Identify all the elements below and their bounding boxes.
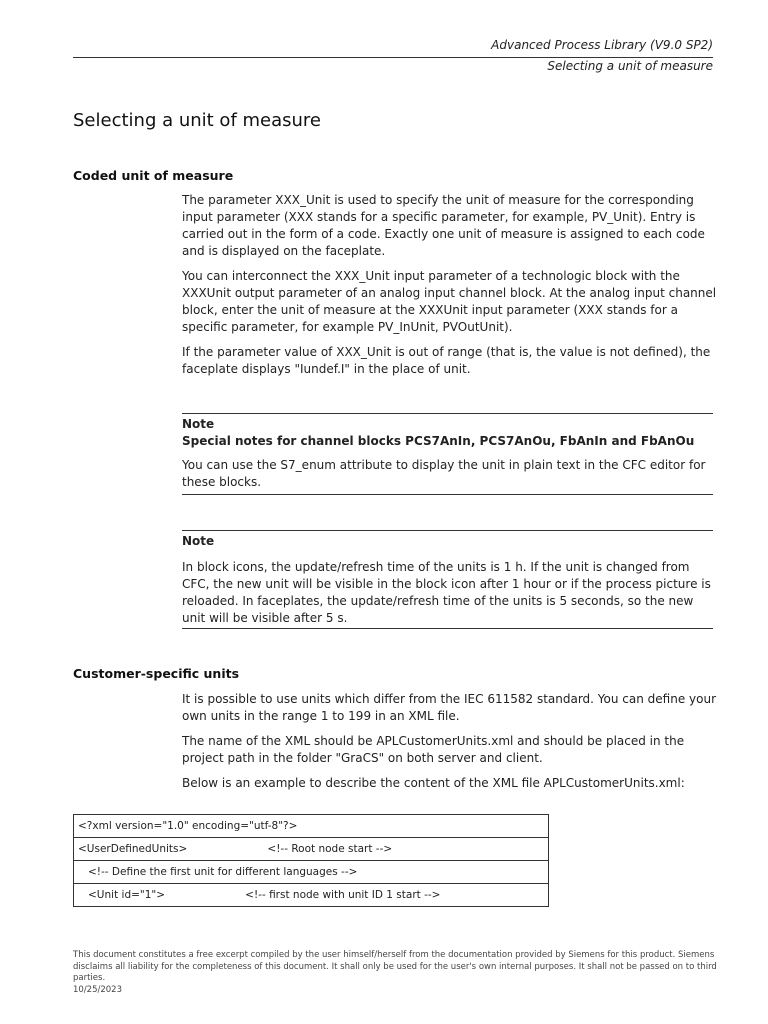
customer-units-heading: Customer-specific units	[73, 666, 240, 681]
table-row	[74, 815, 549, 838]
xml-line: <!-- Define the first unit for different languages -->	[74, 861, 549, 884]
running-header-section: Selecting a unit of measure	[547, 59, 713, 73]
note-text: You can use the S7_enum attribute to display the unit in plain text in the CFC editor for these blocks.	[182, 458, 706, 489]
note-box-refresh-time	[182, 530, 713, 629]
note-text: In block icons, the update/refresh time of the units is 1 h. If the unit is changed from CFC, the new unit will be visible in the block icon after 1 hour or if the process picture is reloaded. In faceplates, the update/refresh time of the units is 5 seconds, so the new unit will be visible after 5 s.	[182, 560, 711, 625]
note-label: Note	[182, 534, 215, 548]
footer	[73, 950, 718, 996]
table-row	[74, 861, 549, 884]
paragraph: The parameter XXX_Unit is used to specify the unit of measure for the corresponding input parameter (XXX stands for a specific parameter, for example, PV_Unit). Entry is carried out in the form of a code. Exactly one unit of measure is assigned to each code and is displayed on the faceplate.	[182, 193, 705, 258]
footer-disclaimer: This document constitutes a free excerpt compiled by the user himself/herself from the documentation provided by Siemens for this product. Siemens disclaims all liability for the completeness of this document. It shall only be used for the user's own internal purposes. It shall not be passed on to third parties.	[73, 950, 717, 983]
coded-unit-body	[182, 192, 722, 386]
page-title: Selecting a unit of measure	[73, 110, 322, 131]
xml-line: <?xml version="1.0" encoding="utf-8"?>	[74, 815, 549, 838]
table-row	[74, 884, 549, 907]
table-row	[74, 838, 549, 861]
note-label: Note	[182, 417, 215, 431]
paragraph: You can interconnect the XXX_Unit input parameter of a technologic block with the XXXUnit output parameter of an analog input channel block. At the analog input channel block, enter the unit of measure at the XXXUnit input parameter (XXX stands for a specific parameter, for example PV_InUnit, PVOutUnit).	[182, 269, 717, 334]
coded-unit-heading: Coded unit of measure	[73, 168, 234, 183]
header-rule	[73, 57, 713, 58]
running-header-doc-title: Advanced Process Library (V9.0 SP2)	[491, 38, 713, 52]
xml-example-table	[73, 814, 549, 907]
paragraph: If the parameter value of XXX_Unit is out of range (that is, the value is not defined), the faceplate displays "Iundef.I" in the place of unit.	[182, 345, 711, 376]
xml-line: <UserDefinedUnits> <!-- Root node start -->	[74, 838, 549, 861]
paragraph: Below is an example to describe the content of the XML file APLCustomerUnits.xml:	[182, 776, 685, 790]
customer-units-body	[182, 691, 722, 800]
footer-date: 10/25/2023	[73, 984, 122, 995]
note-subtitle: Special notes for channel blocks PCS7AnIn, PCS7AnOu, FbAnIn and FbAnOu	[182, 434, 695, 448]
paragraph: The name of the XML should be APLCustomerUnits.xml and should be placed in the project path in the folder "GraCS" on both server and client.	[182, 734, 685, 765]
note-box-channel-blocks	[182, 413, 713, 495]
paragraph: It is possible to use units which differ from the IEC 611582 standard. You can define your own units in the range 1 to 199 in an XML file.	[182, 692, 717, 723]
xml-line: <Unit id="1"> <!-- first node with unit ID 1 start -->	[74, 884, 549, 907]
